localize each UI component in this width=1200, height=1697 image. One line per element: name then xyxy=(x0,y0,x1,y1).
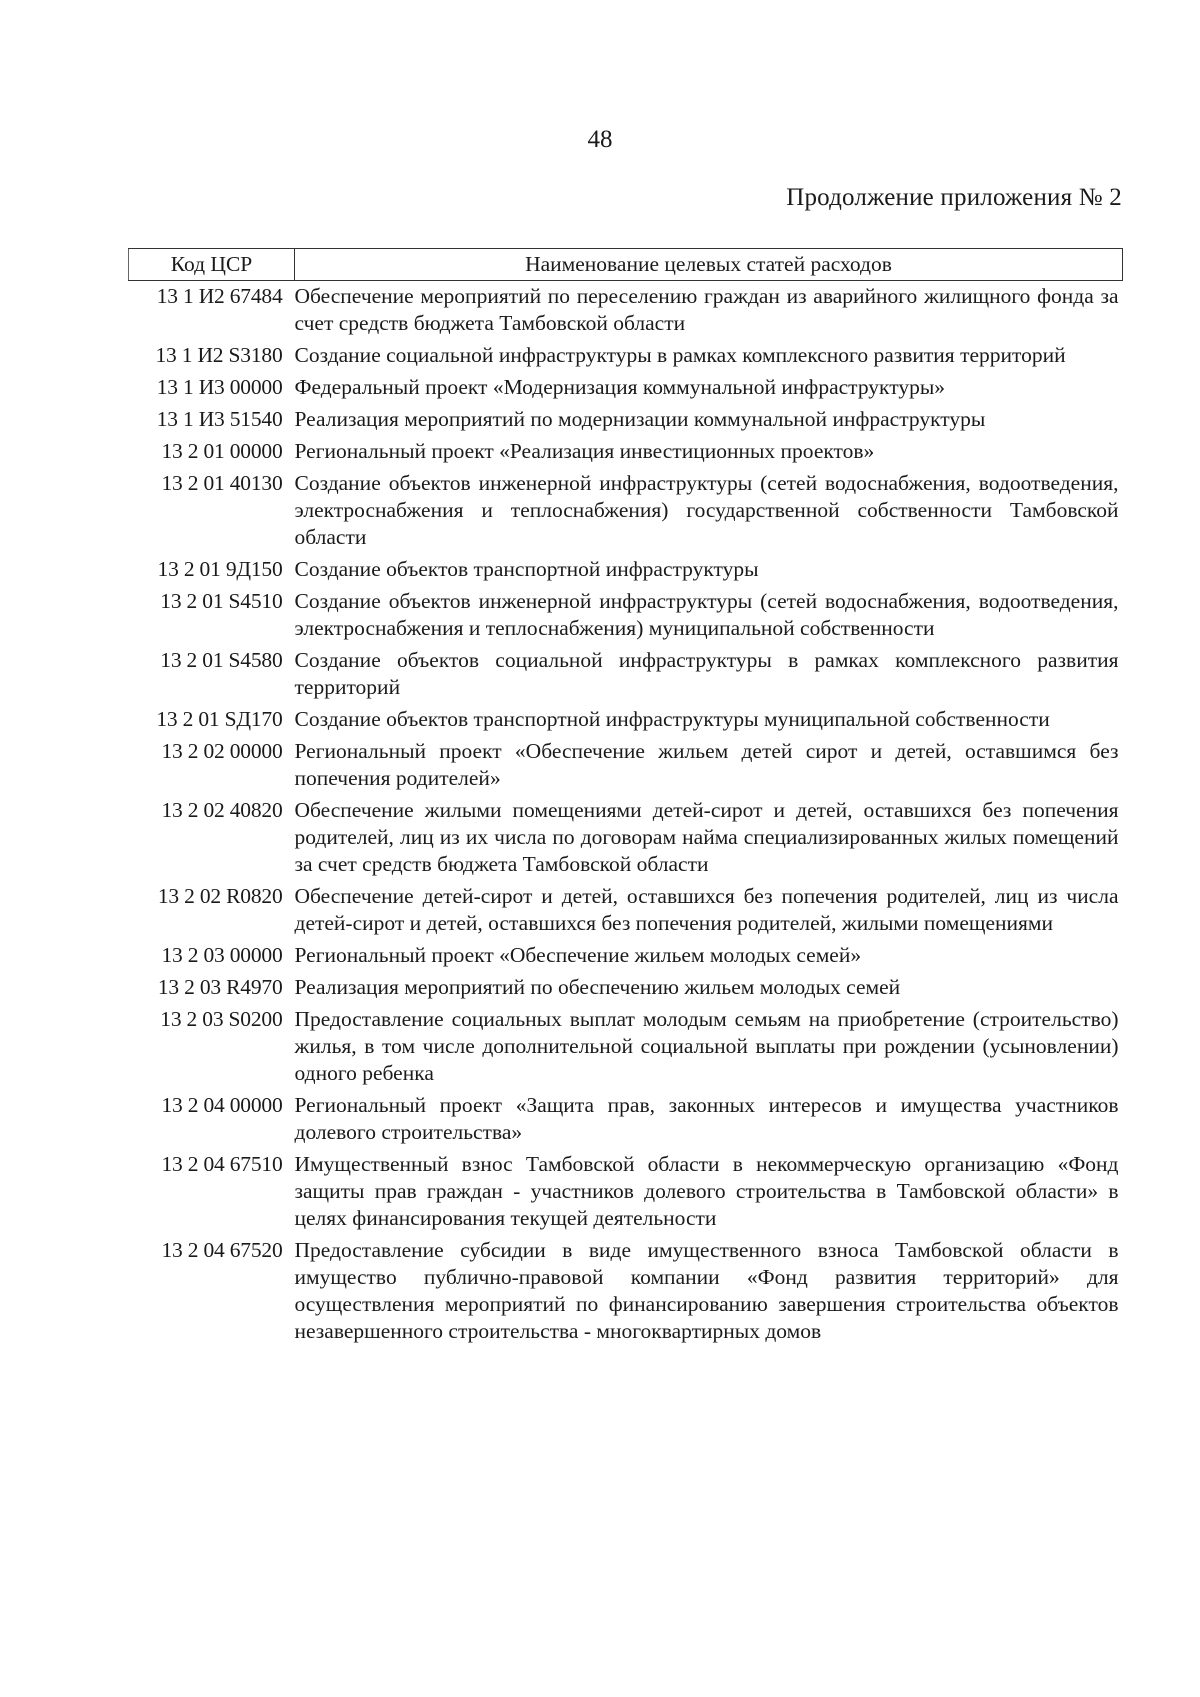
row-code: 13 2 01 9Д150 xyxy=(157,557,283,581)
row-name: Реализация мероприятий по модернизации коммунальной инфраструктуры xyxy=(294,407,986,431)
row-code: 13 2 01 S4580 xyxy=(160,648,283,672)
table-row xyxy=(129,736,1123,795)
row-name: Обеспечение мероприятий по переселению граждан из аварийного жилищного фонда за счет средств бюджета Тамбовской области xyxy=(294,284,1119,335)
page-number: 48 xyxy=(587,126,613,153)
table-row xyxy=(129,972,1123,1004)
row-code: 13 2 01 S4510 xyxy=(160,589,283,613)
target-items-table xyxy=(128,248,1123,1348)
row-name: Имущественный взнос Тамбовской области в некоммерческую организацию «Фонд защиты прав граждан - участников долевого строительства в Тамбовской области» в целях финансирования текущей деятельности xyxy=(294,1152,1119,1230)
table-row xyxy=(129,881,1123,940)
table-header-row xyxy=(129,249,1123,281)
table-row xyxy=(129,468,1123,554)
row-code: 13 1 И2 S3180 xyxy=(155,343,283,367)
row-code: 13 2 02 00000 xyxy=(161,739,283,763)
row-name: Региональный проект «Обеспечение жильем молодых семей» xyxy=(294,943,862,967)
row-code: 13 1 И2 67484 xyxy=(156,284,283,308)
row-name: Предоставление субсидии в виде имущественного взноса Тамбовской области в имущество публично-правовой компании «Фонд развития территорий» для осуществления мероприятий по финансированию завершения строительства объектов незавершенного строительства - многоквартирных домов xyxy=(294,1238,1119,1343)
table-row xyxy=(129,1090,1123,1149)
table-row xyxy=(129,586,1123,645)
row-name: Обеспечение жилыми помещениями детей-сирот и детей, оставшихся без попечения родителей, лиц из их числа по договорам найма специализированных жилых помещений за счет средств бюджета Тамбовской области xyxy=(294,798,1119,876)
table-row xyxy=(129,1149,1123,1235)
appendix-note: Продолжение приложения № 2 xyxy=(786,184,1122,211)
table-row xyxy=(129,704,1123,736)
header-code: Код ЦСР xyxy=(129,249,295,281)
row-code: 13 2 04 00000 xyxy=(161,1093,283,1117)
row-name: Создание социальной инфраструктуры в рамках комплексного развития территорий xyxy=(294,343,1066,367)
row-code: 13 1 И3 00000 xyxy=(156,375,283,399)
row-code: 13 2 02 R0820 xyxy=(157,884,283,908)
table-row xyxy=(129,436,1123,468)
row-code: 13 2 04 67510 xyxy=(161,1152,283,1176)
row-code: 13 2 01 SД170 xyxy=(156,707,283,731)
header-name: Наименование целевых статей расходов xyxy=(295,249,1123,281)
row-name: Федеральный проект «Модернизация коммунальной инфраструктуры» xyxy=(294,375,946,399)
row-name: Региональный проект «Защита прав, законных интересов и имущества участников долевого строительства» xyxy=(294,1093,1119,1144)
row-name: Создание объектов инженерной инфраструктуры (сетей водоснабжения, водоотведения, электроснабжения и теплоснабжения) муниципальной собственности xyxy=(294,589,1119,640)
row-code: 13 2 01 40130 xyxy=(161,471,283,495)
row-code: 13 1 И3 51540 xyxy=(156,407,283,431)
row-code: 13 2 03 R4970 xyxy=(157,975,283,999)
table-row xyxy=(129,404,1123,436)
table-row xyxy=(129,795,1123,881)
row-name: Предоставление социальных выплат молодым семьям на приобретение (строительство) жилья, в том числе дополнительной социальной выплаты при рождении (усыновлении) одного ребенка xyxy=(294,1007,1119,1085)
table-row xyxy=(129,340,1123,372)
table-row xyxy=(129,1004,1123,1090)
row-name: Региональный проект «Обеспечение жильем детей сирот и детей, оставшимся без попечения родителей» xyxy=(294,739,1119,790)
table-row xyxy=(129,281,1123,341)
row-name: Региональный проект «Реализация инвестиционных проектов» xyxy=(294,439,875,463)
table-row xyxy=(129,940,1123,972)
row-name: Создание объектов инженерной инфраструктуры (сетей водоснабжения, водоотведения, электроснабжения и теплоснабжения) государственной собственности Тамбовской области xyxy=(294,471,1119,549)
row-code: 13 2 03 00000 xyxy=(161,943,283,967)
row-name: Создание объектов социальной инфраструктуры в рамках комплексного развития территорий xyxy=(294,648,1119,699)
row-name: Создание объектов транспортной инфраструктуры xyxy=(294,557,759,581)
row-code: 13 2 02 40820 xyxy=(161,798,283,822)
row-code: 13 2 04 67520 xyxy=(161,1238,283,1262)
row-name: Создание объектов транспортной инфраструктуры муниципальной собственности xyxy=(294,707,1050,731)
row-name: Обеспечение детей-сирот и детей, оставшихся без попечения родителей, лиц из числа детей-сирот и детей, оставшихся без попечения родителей, жилыми помещениями xyxy=(294,884,1119,935)
table-row xyxy=(129,645,1123,704)
row-code: 13 2 01 00000 xyxy=(161,439,283,463)
row-name: Реализация мероприятий по обеспечению жильем молодых семей xyxy=(294,975,901,999)
table-row xyxy=(129,372,1123,404)
table-row xyxy=(129,1235,1123,1348)
table-row xyxy=(129,554,1123,586)
row-code: 13 2 03 S0200 xyxy=(160,1007,283,1031)
